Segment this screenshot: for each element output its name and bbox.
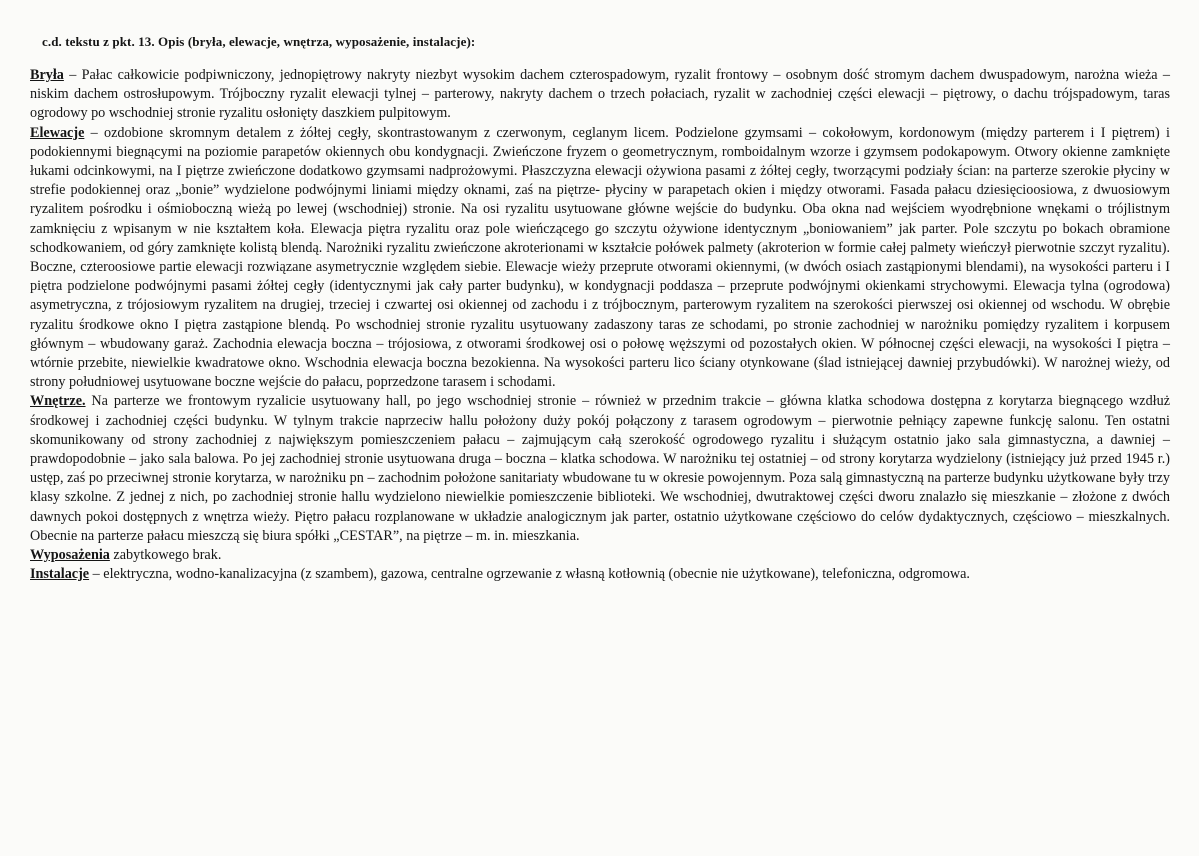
section-heading: Elewacje [30, 124, 85, 141]
section-wyposazenie [30, 546, 1170, 565]
document-body [30, 66, 1170, 584]
section-text: – elektryczna, wodno-kanalizacyjna (z szambem), gazowa, centralne ogrzewanie z własną kotłownią (obecnie nie użytkowane), telefoniczna, odgromowa. [89, 566, 970, 583]
section-heading: Wnętrze. [30, 393, 86, 410]
section-instalacje [30, 565, 1170, 584]
section-heading: Instalacje [30, 566, 90, 583]
section-elewacje [30, 124, 1170, 393]
section-bryla [30, 66, 1170, 124]
section-text: – Pałac całkowicie podpiwniczony, jednopiętrowy nakryty niezbyt wysokim dachem czterospadowym, ryzalit frontowy – osobnym dość stromym dachem dwuspadowym, narożna wieża – niskim dachem ostrosłupowym. Trójboczny ryzalit elewacji tylnej – parterowy, nakryty dachem o trzech połaciach, ryzalit w zachodniej części elewacji – piętrowy, o dachu trójspadowym, taras ogrodowy po wschodniej stronie ryzalitu osłonięty daszkiem pulpitowym. [30, 67, 1170, 122]
section-text: – ozdobione skromnym detalem z żółtej cegły, skontrastowanym z czerwonym, ceglanym licem. Podzielone gzymsami – cokołowym, kordonowym (między parterem i I piętrem) i podokiennymi biegnącymi na poziomie parapetów okiennych obu kondygnacji. Zwieńczone fryzem o geometrycznym, romboidalnym wzorze i gzymsem podokapowym. Otwory okienne zamknięte łukami odcinkowymi, na I piętrze zwieńczone dodatkowo gzymsami nadprożowymi. Płaszczyzna elewacji ożywiona pasami z żółtej cegły, tworzącymi podziały ścian: na parterze szerokie płyciny w strefie podokiennej oraz „bonie” wydzielone podwójnymi liniami między oknami, zaś na piętrze- płyciny w parapetach okien i między otworami. Fasada pałacu dziesięcioosiowa, z dwuosiowym ryzalitem pośrodku i ośmioboczną wieżą po lewej (wschodniej) stronie. Na osi ryzalitu usytuowane główne wejście do budynku. Oba okna nad wejściem wyodrębnione wnękami o trójlistnym zamknięciu z wpisanym w nie kształtem koła. Elewacja piętra ryzalitu oraz pole wieńczącego go szczytu ożywione identycznym „boniowaniem” jak parter. Pole szczytu po bokach obramione schodkowaniem, od góry zamknięte kolistą blendą. Narożniki ryzalitu zwieńczone akroterionami w kształcie połówek palmety (akroterion w formie całej palmety wieńczył pierwotnie szczyt ryzalitu). Boczne, czteroosiowe partie elewacji rozwiązane asymetrycznie względem siebie. Elewacje wieży przeprute otworami okiennymi, (w dwóch osiach zastąpionymi blendami), na wysokości parteru i I piętra podzielone podwójnymi pasami żółtej cegły (identycznymi jak cały parter budynku), w kondygnacji poddasza – przeprute podwójnymi okienkami strychowymi. Elewacja tylna (ogrodowa) asymetryczna, z trójosiowym ryzalitem na drugiej, trzeciej i czwartej osi okiennej od zachodu i z trójbocznym, parterowym ryzalitem na szerokości pierwszej osi okiennej od wschodu. W obrębie ryzalitu środkowe okno I piętra zastąpione blendą. Po wschodniej stronie ryzalitu usytuowany zadaszony taras ze schodami, po stronie zachodniej w narożniku pomiędzy ryzalitem i korpusem głównym – wbudowany garaż. Zachodnia elewacja boczna – trójosiowa, z otworami środkowej osi o połowę węższymi od pozostałych okien. W północnej części elewacji, na wysokości I piętra – wtórnie przebite, niewielkie kwadratowe okno. Wschodnia elewacja boczna bezokienna. Na wysokości parteru lico ściany otynkowane (ślad istniejącej dawniej przybudówki). W narożnej wieży, od strony południowej usytuowane boczne wejście do pałacu, poprzedzone tarasem i schodami. [30, 124, 1170, 391]
section-wnetrze [30, 392, 1170, 546]
section-heading: Bryła [30, 67, 64, 83]
section-text: zabytkowego brak. [109, 547, 222, 564]
section-text: Na parterze we frontowym ryzalicie usytuowany hall, po jego wschodniej stronie – również w przednim trakcie – główna klatka schodowa dostępna z korytarza biegnącego wzdłuż środkowej i zachodniej części budynku. W tylnym trakcie naprzeciw hallu położony duży pokój połączony z tarasem ogrodowym – pierwotnie pełniący zapewne funkcję salonu. Ten ostatni skomunikowany od strony zachodniej z największym pomieszczeniem pałacu – zajmującym całą szerokość ogrodowego ryzalitu i służącym ostatnio jako sala gimnastyczna, a dawniej – prawdopodobnie – jako sala balowa. Po jej zachodniej stronie usytuowana druga – boczna – klatka schodowa. W narożniku tej ostatniej – od strony korytarza wydzielony (istniejący już przed 1945 r.) ustęp, zaś po przeciwnej stronie korytarza, w narożniku pn – zachodnim położone sanitariaty wbudowane tu w okresie powojennym. Poza salą gimnastyczną na parterze budynku użytkowane były trzy klasy szkolne. Z jednej z nich, po zachodniej stronie hallu wydzielono niewielkie pomieszczenie biblioteki. We wschodniej, dwutraktowej części dworu znalazło się mieszkanie – złożone z dwóch dawnych pokoi dostępnych z wnętrza wieży. Piętro pałacu rozplanowane w układzie analogicznym jak parter, ostatnio użytkowane częściowo do celów dydaktycznych, częściowo – mieszkalnych. Obecnie na parterze pałacu mieszczą się biura spółki „CESTAR”, na piętrze – m. in. mieszkania. [30, 393, 1170, 544]
page-header: c.d. tekstu z pkt. 13. Opis (bryła, elewacje, wnętrza, wyposażenie, instalacje): [42, 34, 476, 49]
section-heading: Wyposażenia [30, 547, 110, 564]
